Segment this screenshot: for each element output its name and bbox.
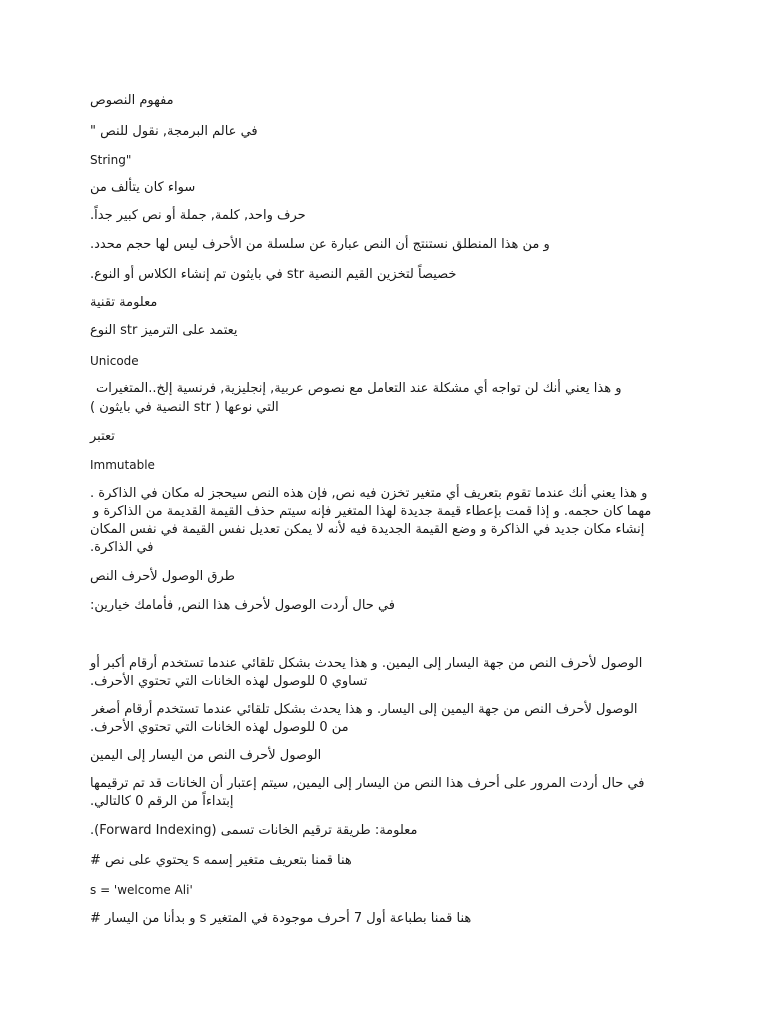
- paragraph-line: الوصول لأحرف النص من جهة اليسار إلى اليمين. و هذا يحدث بشكل تلقائي عندما تستخدم أرقام أكبر أو: [90, 656, 643, 671]
- paragraph-line: في حال أردت الوصول لأحرف هذا النص, فأمامك خيارين:: [90, 598, 396, 613]
- paragraph-line: Unicode: [90, 354, 139, 368]
- heading-text-technical-info: معلومة تقنية: [90, 295, 158, 310]
- paragraph-line: في الذاكرة.: [90, 540, 154, 555]
- paragraph-line: String": [90, 153, 132, 167]
- heading-text-left-to-right: الوصول لأحرف النص من اليسار إلى اليمين: [90, 748, 322, 763]
- heading-text-considered: تعتبر: [90, 429, 115, 444]
- paragraph-line: سواء كان يتألف من: [90, 180, 196, 195]
- paragraph-line: في حال أردت المرور على أحرف هذا النص من اليسار إلى اليمين, سيتم إعتبار أن الخانات قد تم ترقيمها: [90, 776, 645, 791]
- paragraph-line: إبتداءاً من الرقم 0 كالتالي.: [90, 794, 234, 809]
- paragraph-line: معلومة: طريقة ترقيم الخانات تسمى (Forward Indexing).: [90, 823, 418, 838]
- paragraph-line: خصيصاً لتخزين القيم النصية str في بايثون تم إنشاء الكلاس أو النوع.: [90, 267, 457, 282]
- paragraph-line: في عالم البرمجة, نقول للنص ": [90, 124, 258, 139]
- paragraph-line: و هذا يعني أنك عندما تقوم بتعريف أي متغير تخزن فيه نص, فإن هذه النص سيحجز له مكان في الذاكرة .: [90, 486, 648, 501]
- paragraph-line: التي نوعها ( str النصية في بايثون ): [90, 400, 279, 415]
- code-comment-line: هنا قمنا بطباعة أول 7 أحرف موجودة في المتغير s و بدأنا من اليسار #: [90, 911, 472, 926]
- paragraph-line: تساوي 0 للوصول لهذه الخانات التي تحتوي الأحرف.: [90, 674, 368, 689]
- paragraph-line: حرف واحد, كلمة, جملة أو نص كبير جداً.: [90, 208, 306, 223]
- heading-text-concept: مفهوم النصوص: [90, 93, 174, 108]
- code-comment-line: هنا قمنا بتعريف متغير إسمه s يحتوي على نص #: [90, 853, 352, 868]
- code-line: s = 'welcome Ali': [90, 883, 193, 897]
- paragraph-line: من 0 للوصول لهذه الخانات التي تحتوي الأحرف.: [90, 720, 349, 735]
- paragraph-line: مهما كان حجمه. و إذا قمت بإعطاء قيمة جديدة لهذا المتغير فإنه سيتم حذف القيمة القديمة من الذاكرة و: [93, 504, 652, 519]
- paragraph-line: يعتمد على الترميز str النوع: [90, 323, 238, 338]
- paragraph-line: إنشاء مكان جديد في الذاكرة و وضع القيمة الجديدة فيه لأنه لا يمكن تعديل نفس القيمة في نفس المكان: [90, 522, 645, 537]
- paragraph-line: و من هذا المنطلق نستنتج أن النص عبارة عن سلسلة من الأحرف ليس لها حجم محدد.: [90, 237, 550, 252]
- paragraph-line: Immutable: [90, 458, 155, 472]
- paragraph-line: الوصول لأحرف النص من جهة اليمين إلى اليسار. و هذا يحدث بشكل تلقائي عندما تستخدم أرقام أصغر: [92, 702, 638, 717]
- paragraph-line: و هذا يعني أنك لن تواجه أي مشكلة عند التعامل مع نصوص عربية, إنجليزية, فرنسية إلخ..المتغيرات: [96, 381, 622, 396]
- heading-text-access-methods: طرق الوصول لأحرف النص: [90, 569, 236, 584]
